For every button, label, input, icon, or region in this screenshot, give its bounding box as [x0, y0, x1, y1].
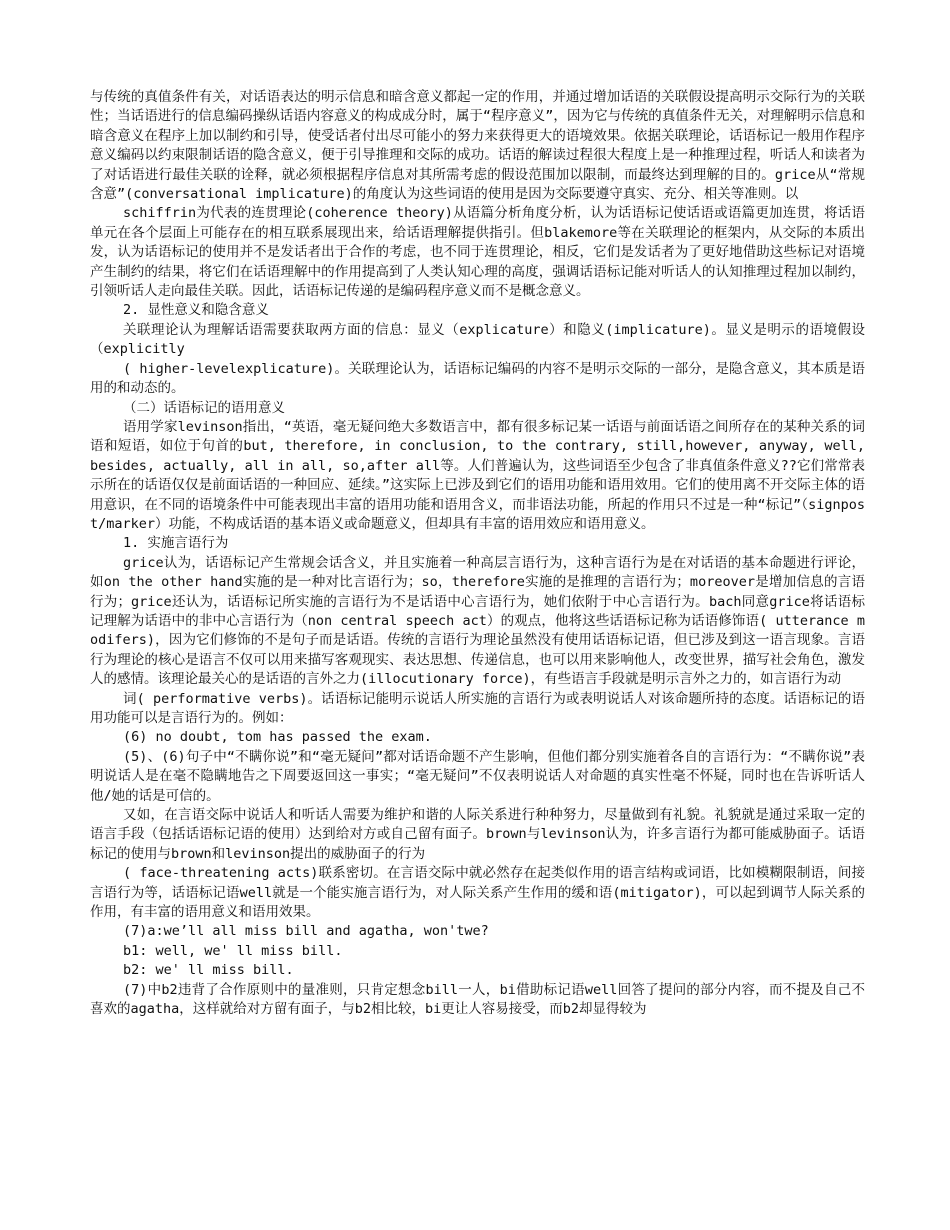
paragraph-intro: 与传统的真值条件有关，对话语表达的明示信息和暗含意义都起一定的作用，并通过增加话语的关联假设提高明示交际行为的关联性；当话语进行的信息编码操纵话语内容意义的构成成分时，属于“程序意义”，因为它与传统的真值条件无关，对理解明示信息和暗含意义在程序上加以制约和引导，使受话者付出尽可能小的努力来获得更大的语境效果。依据关联理论，话语标记一般用作程序意义编码以约束限制话语的隐含意义，便于引导推理和交际的成功。话语的解读过程很大程度上是一种推理过程，听话人和读者为了对话语进行最佳关联的诠释，就必须根据程序信息对其所需考虑的假设范围加以限制，而最终达到理解的目的。grice从“常规含意”(conversational implicature)的角度认为这些词语的使用是因为交际要遵守真实、充分、相关等准则。以	[90, 89, 865, 203]
heading-pragmatic-meaning: （二）话语标记的语用意义	[123, 399, 285, 416]
paragraph-levinson: 语用学家levinson指出，“英语，毫无疑问绝大多数语言中，都有很多标记某一话语与前面话语之间所存在的某种关系的词语和短语，如位于句首的but, therefore, in conclusion, to the contrary, still,however, anyway, well, besides, actually, all in all, so,after all等。人们普遍认为，这些词语至少包含了非真值条件意义??它们常常表示所在的话语仅仅是前面话语的一种回应、延续。”这实际上已涉及到它们的语用功能和语用效用。它们的使用离不开交际主体的语用意识，在不同的语境条件中可能表现出丰富的语用功能和语用含义，而非语法功能，所起的作用只不过是一种“标记”（signpost/marker）功能，不构成话语的基本语义或命题意义，但却具有丰富的语用效应和语用意义。	[90, 418, 865, 532]
example-7b2: b2: we' ll miss bill.	[123, 962, 294, 979]
heading-explicit-implicit-meaning: 2. 显性意义和隐含意义	[123, 302, 269, 319]
paragraph-example-analysis: (5)、(6)句子中“不瞒你说”和“毫无疑问”都对话语命题不产生影响，但他们都分别实施着各自的言语行为：“不瞒你说”表明说话人是在毫不隐瞒地告之下周要返回这一事实；“毫无疑问”不仅表明说话人对命题的真实性毫不怀疑，同时也在告诉听话人他/她的话是可信的。	[90, 748, 865, 804]
example-7a: (7)a:we’ll all miss bill and agatha, won'twe?	[123, 923, 489, 940]
paragraph-face-threatening-acts: ( face-threatening acts)联系密切。在言语交际中就必然存在起类似作用的语言结构或词语，比如模糊限制语，间接言语行为等，话语标记语well就是一个能实施言语行为，对人际关系产生作用的缓和语(mitigator)，可以起到调节人际关系的作用，有丰富的语用意义和语用效果。	[90, 865, 865, 921]
heading-speech-acts: 1. 实施言语行为	[123, 535, 229, 552]
example-6: (6) no doubt, tom has passed the exam.	[123, 729, 432, 746]
paragraph-coherence-theory: schiffrin为代表的连贯理论(coherence theory)从语篇分析角度分析，认为话语标记使话语或语篇更加连贯，将话语单元在各个层面上可能存在的相互联系展现出来，给话语理解提供指引。但blakemore等在关联理论的框架内，从交际的本质出发，认为话语标记的使用并不是发话者出于合作的考虑，也不同于连贯理论，相反，它们是发话者为了更好地借助这些标记对语境产生制约的结果，将它们在话语理解中的作用提高到了人类认知心理的高度，强调话语标记能对听话人的认知推理过程加以制约，引领听话人走向最佳关联。因此，话语标记传递的是编码程序意义而不是概念意义。	[90, 205, 865, 300]
paragraph-politeness: 又如，在言语交际中说话人和听话人需要为维护和谐的人际关系进行种种努力，尽量做到有礼貌。礼貌就是通过采取一定的语言手段（包括话语标记语的使用）达到给对方或自己留有面子。brown与levinson认为，许多言语行为都可能威胁面子。话语标记的使用与brown和levinson提出的威胁面子的行为	[90, 807, 865, 862]
paragraph-performative-verbs: 词( performative verbs)。话语标记能明示说话人所实施的言语行为或表明说话人对该命题所持的态度。话语标记的语用功能可以是言语行为的。例如：	[90, 690, 865, 726]
paragraph-explicature: 关联理论认为理解话语需要获取两方面的信息：显义（explicature）和隐义(implicature)。显义是明示的语境假设（explicitly	[90, 321, 865, 358]
paragraph-grice-speech-acts: grice认为，话语标记产生常规会话含义，并且实施着一种高层言语行为，这种言语行为是在对话语的基本命题进行评论，如on the other hand实施的是一种对比言语行为；so，therefore实施的是推理的言语行为；moreover是增加信息的言语行为；grice还认为，话语标记所实施的言语行为不是话语中心言语行为，她们依附于中心言语行为。bach同意grice将话语标记理解为话语中的非中心言语行为（non central speech act）的观点，他将这些话语标记称为话语修饰语( utterance modifers)，因为它们修饰的不是句子而是话语。传统的言语行为理论虽然没有使用话语标记语，但已涉及到这一语言现象。言语行为理论的核心是语言不仅可以用来描写客观现实、表达思想、传递信息，也可以用来影响他人，改变世界，描写社会角色，激发人的感情。该理论最关心的是话语的言外之力(illocutionary force)，有些语言手段就是明示言外之力的，如言语行为动	[90, 554, 865, 688]
paragraph-higher-level-explicature: ( higher-levelexplicature)。关联理论认为，话语标记编码的内容不是明示交际的一部分，是隐含意义，其本质是语用的和动态的。	[90, 360, 865, 397]
paragraph-example-7-analysis: (7)中b2违背了合作原则中的量准则，只肯定想念bill一人，bi借助标记语well回答了提问的部分内容，而不提及自己不喜欢的agatha，这样就给对方留有面子，与b2相比较，bi更让人容易接受，而b2却显得较为	[90, 981, 865, 1018]
document-body	[90, 88, 865, 1020]
example-7b1: b1: well, we' ll miss bill.	[123, 942, 343, 959]
